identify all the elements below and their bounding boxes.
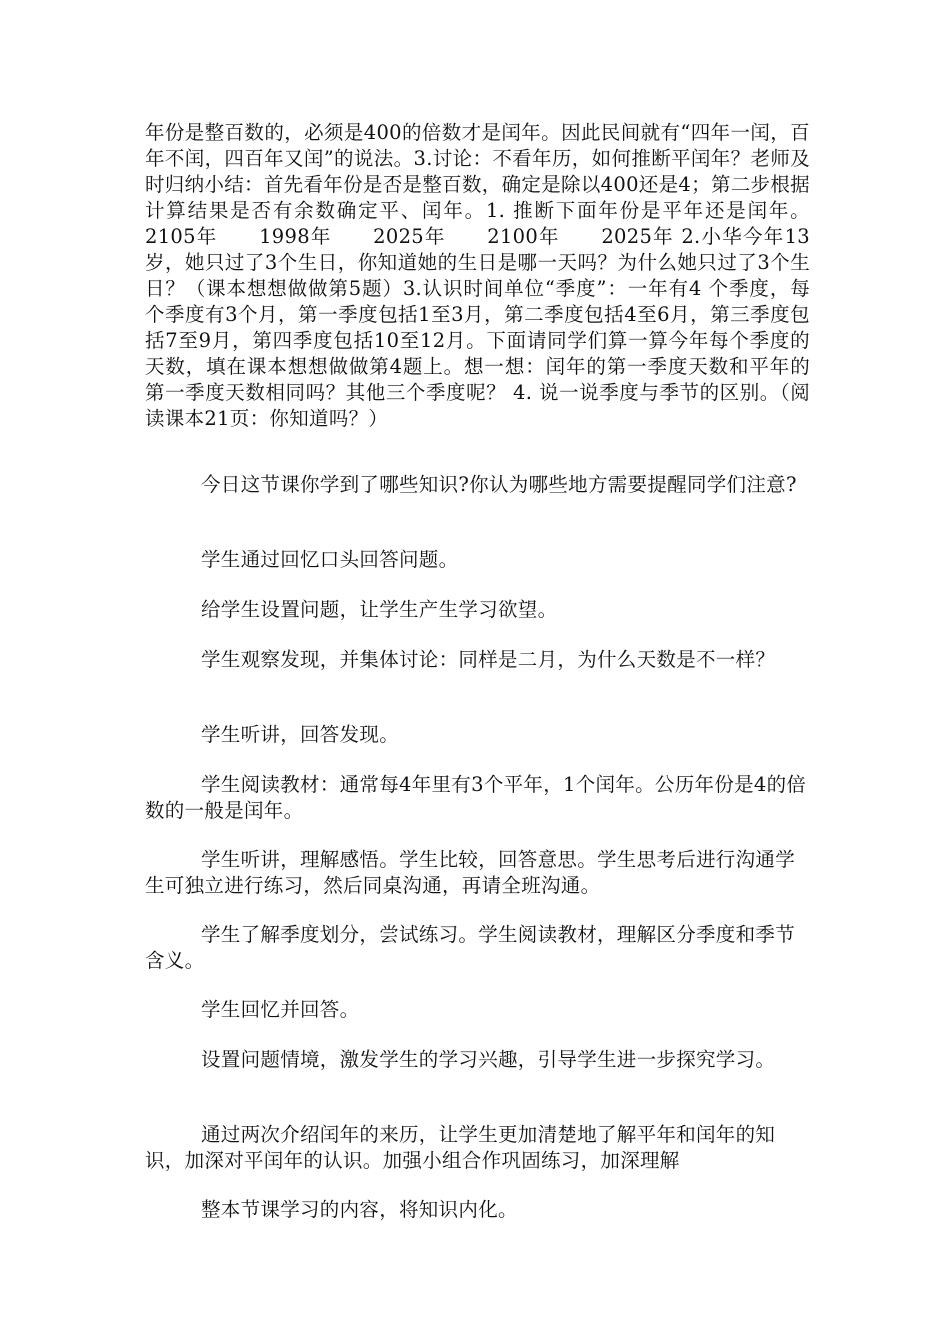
paragraph-observe-discuss: 学生观察发现，并集体讨论：同样是二月，为什么天数是不一样？ xyxy=(201,648,776,671)
paragraph-quarter-division: 学生了解季度划分，尝试练习。学生阅读教材，理解区分季度和季节含义。 xyxy=(145,923,796,972)
paragraph-leap-year-history: 通过两次介绍闰年的来历，让学生更加清楚地了解平年和闰年的知识，加深对平闰年的认识。加强小组合作巩固练习，加深理解 xyxy=(145,1123,776,1172)
paragraph-internalize: 整本节课学习的内容，将知识内化。 xyxy=(201,1198,518,1221)
paragraph-read-textbook: 学生阅读教材：通常每4年里有3个平年，1个闰年。公历年份是4的倍数的一般是闰年。 xyxy=(145,773,807,822)
paragraph-recall-answer: 学生通过回忆口头回答问题。 xyxy=(201,548,459,571)
paragraph-recall: 学生回忆并回答。 xyxy=(201,998,360,1021)
paragraph-listen-answer: 学生听讲，回答发现。 xyxy=(201,723,400,746)
paragraph-problem-situation: 设置问题情境，激发学生的学习兴趣，引导学生进一步探究学习。 xyxy=(201,1048,776,1071)
paragraph-summary-question: 今日这节课你学到了哪些知识?你认为哪些地方需要提醒同学们注意? xyxy=(201,473,797,496)
intro-paragraph: 年份是整百数的，必须是400的倍数才是闰年。因此民间就有“四年一闰，百年不闰，四百年又闰”的说法。3.讨论：不看年历，如何推断平闰年？老师及时归纳小结：首先看年份是否是整百数，确定是除以400还是4；第二步根据计算结果是否有余数确定平、闰年。1. 推断下面年份是平年还是闰年。2105年 1998年 2025年 2100年 2025年 2.小华今年13岁，她只过了3个生日，你知道她的生日是哪一天吗？为什么她只过了3个生日？（课本想想做做第5题）3.认识时间单位“季度”：一年有4 个季度，每个季度有3个月，第一季度包括1至3月，第二季度包括4至6月，第三季度包括7至9月，第四季度包括10至12月。下面请同学们算一算今年每个季度的天数，填在课本想想做做第4题上。想一想：闰年的第一季度天数和平年的第一季度天数相同吗？其他三个季度呢？ 4. 说一说季度与季节的区别。（阅读课本21页：你知道吗？） xyxy=(145,121,810,430)
paragraph-set-question: 给学生设置问题，让学生产生学习欲望。 xyxy=(201,598,558,621)
paragraph-understand-practice: 学生听讲，理解感悟。学生比较，回答意思。学生思考后进行沟通学生可独立进行练习，然后同桌沟通，再请全班沟通。 xyxy=(145,848,796,897)
